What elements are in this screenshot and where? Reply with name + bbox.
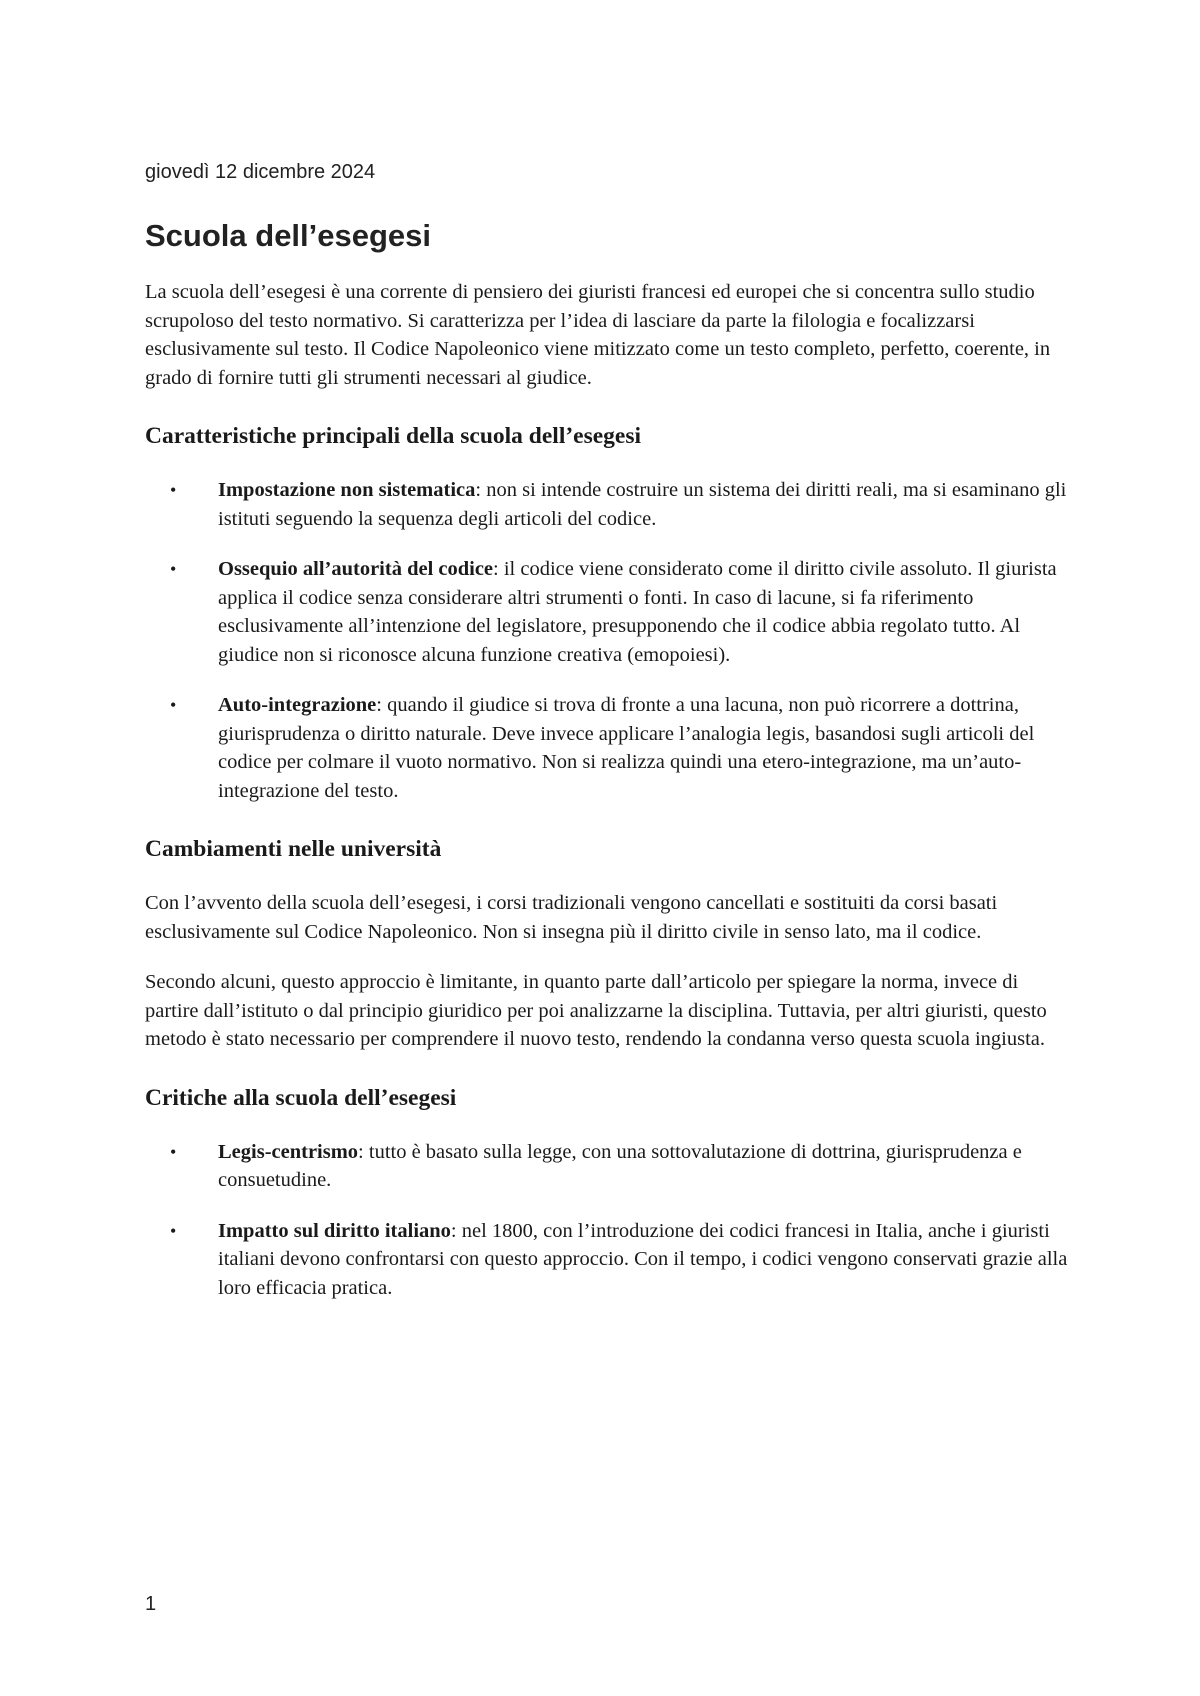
critiche-list [145,1138,1070,1303]
document-page [145,158,1070,1324]
list-item-text: : non si intende costruire un sistema dei diritti reali, ma si esaminano gli istituti seguendo la sequenza degli articoli del codice. [218,479,1067,530]
list-item-term: Impostazione non sistematica [218,479,476,501]
cambiamenti-paragraph-2: Secondo alcuni, questo approccio è limitante, in quanto parte dall’articolo per spiegare la norma, invece di partire dall’istituto o dal principio giuridico per poi analizzarne la disciplina. Tuttavia, per altri giuristi, questo metodo è stato necessario per comprendere il nuovo testo, rendendo la condanna verso questa scuola ingiusta. [145,971,1047,1050]
section-heading-caratteristiche: Caratteristiche principali della scuola dell’esegesi [145,423,642,449]
caratteristiche-list [145,476,1070,805]
bullet-icon: • [170,559,177,579]
bullet-icon: • [170,695,177,715]
list-item [145,691,1070,805]
list-item [145,1138,1070,1195]
list-item [145,555,1070,669]
list-item-text: : tutto è basato sulla legge, con una sottovalutazione di dottrina, giurisprudenza e consuetudine. [218,1140,1022,1191]
bullet-icon: • [170,1220,177,1241]
intro-paragraph: La scuola dell’esegesi è una corrente di pensiero dei giuristi francesi ed europei che si concentra sullo studio scrupoloso del testo normativo. Si caratterizza per l’idea di lasciare da parte la filologia e focalizzarsi esclusivamente sul testo. Il Codice Napoleonico viene mitizzato come un testo completo, perfetto, coerente, in grado di fornire tutti gli strumenti necessari al giudice. [145,281,1051,389]
list-item-text: : quando il giudice si trova di fronte a una lacuna, non può ricorrere a dottrina, giurisprudenza o diritto naturale. Deve invece applicare l’analogia legis, basandosi sugli articoli del codice per colmare il vuoto normativo. Non si realizza quindi una etero-integrazione, ma un’auto-integrazione del testo. [218,694,1035,802]
document-date: giovedì 12 dicembre 2024 [145,161,376,183]
cambiamenti-paragraph-1: Con l’avvento della scuola dell’esegesi, i corsi tradizionali vengono cancellati e sostituiti da corsi basati esclusivamente sul Codice Napoleonico. Non si insegna più il diritto civile in senso lato, ma il codice. [145,892,998,943]
list-item-term: Legis-centrismo [218,1140,359,1163]
section-heading-cambiamenti: Cambiamenti nelle università [145,836,442,862]
list-item-term: Auto-integrazione [218,694,377,716]
document-title: Scuola dell’esegesi [145,218,432,253]
list-item-text: : il codice viene considerato come il diritto civile assoluto. Il giurista applica il codice senza considerare altri strumenti o fonti. In caso di lacune, si fa riferimento esclusivamente all’intenzione del legislatore, presupponendo che il codice abbia regolato tutto. Al giudice non si riconosce alcuna funzione creativa (emopoiesi). [218,558,1057,666]
list-item-term: Ossequio all’autorità del codice [218,558,494,580]
list-item-term: Impatto sul diritto italiano [218,1219,451,1242]
bullet-icon: • [170,480,177,500]
bullet-icon: • [170,1141,177,1162]
list-item-text: : nel 1800, con l’introduzione dei codici francesi in Italia, anche i giuristi italiani devono confrontarsi con questo approccio. Con il tempo, i codici vengono conservati grazie alla loro efficacia pratica. [218,1219,1068,1299]
page-number: 1 [145,1593,157,1615]
list-item [145,476,1070,533]
section-heading-critiche: Critiche alla scuola dell’esegesi [145,1084,457,1111]
list-item [145,1217,1070,1303]
